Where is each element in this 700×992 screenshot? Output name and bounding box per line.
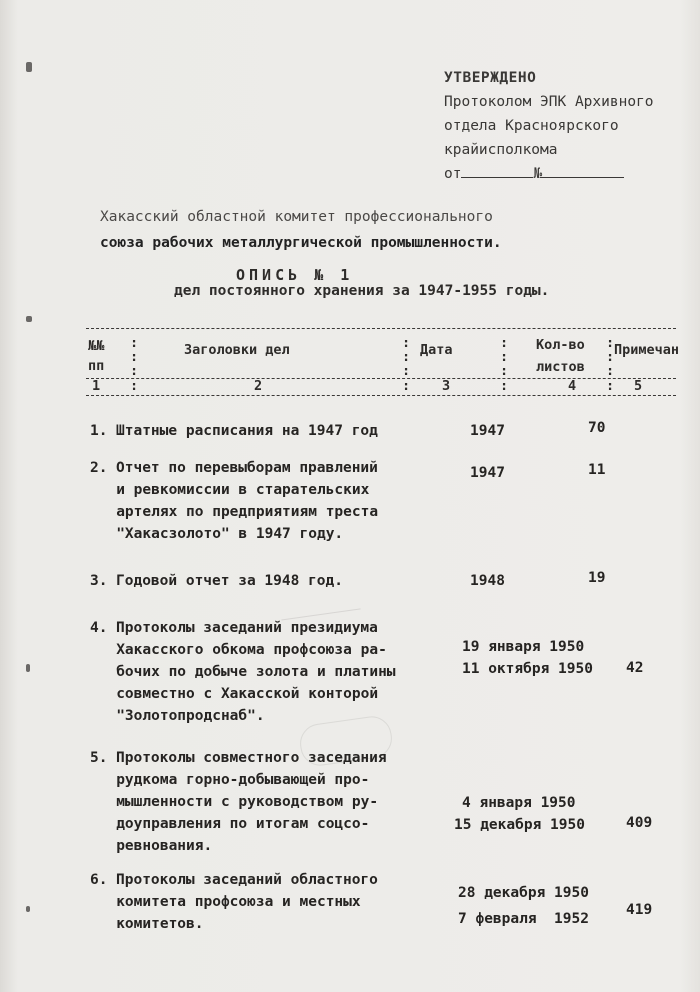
header-note: Примечан	[614, 342, 680, 358]
row-date-line: 1947	[470, 465, 505, 481]
approval-number-sign: №	[533, 166, 543, 182]
table-row-4-title	[90, 617, 396, 727]
table-row-3-count: 19	[588, 570, 606, 586]
table-row-5-date	[454, 792, 585, 836]
organization-line: Хакасский областной комитет профессионального	[100, 209, 493, 225]
row-number: 5.	[90, 750, 108, 766]
table-row-6-count: 419	[626, 902, 653, 918]
approval-line: Протоколом ЭПК Архивного	[444, 94, 654, 110]
row-date-line: 15 декабря 1950	[454, 817, 585, 833]
row-title: Годовой отчет за 1948 год.	[116, 573, 343, 589]
table-row-5-title	[90, 747, 387, 857]
row-date-line: 4 января 1950	[462, 795, 576, 811]
table-row-2-date	[470, 462, 505, 484]
row-date-line: 19 января 1950	[462, 639, 585, 655]
table-top-rule	[86, 328, 676, 329]
table-row-2-title	[90, 457, 378, 545]
column-number: 3	[442, 378, 451, 394]
organization-line: союза рабочих металлургической промышленности.	[100, 235, 502, 251]
header-title: Заголовки дел	[184, 342, 290, 358]
column-separator: : : :	[606, 335, 615, 379]
header-mid-rule	[86, 378, 676, 379]
approval-heading: УТВЕРЖДЕНО	[444, 70, 537, 86]
header-num	[88, 336, 104, 376]
column-number: 2	[254, 378, 263, 394]
column-number: 4	[568, 378, 577, 394]
row-date-line: 11 октября 1950	[462, 661, 593, 677]
table-row-5-count: 409	[626, 815, 653, 831]
binder-hole-mark	[26, 316, 32, 322]
table-row-4-count: 42	[626, 660, 644, 676]
document-title: ОПИСЬ № 1	[236, 266, 354, 284]
header-count-line: Кол-во	[536, 337, 585, 353]
date-blank	[461, 163, 533, 178]
header-count-line: листов	[536, 359, 585, 375]
approval-line: крайисполкома	[444, 142, 558, 158]
column-separator: :	[130, 378, 139, 394]
table-row-6-title	[90, 869, 378, 935]
approval-block	[444, 66, 654, 186]
row-number: 3.	[90, 573, 108, 589]
table-row-2-count: 11	[588, 462, 606, 478]
approval-line: отдела Красноярского	[444, 118, 619, 134]
column-number: 1	[92, 378, 101, 394]
row-number: 1.	[90, 423, 108, 439]
document-subtitle: дел постоянного хранения за 1947-1955 годы.	[174, 283, 550, 299]
row-title: Отчет по перевыборам правлений и ревкомиссии в старательских артелях по предприятиям треста "Хакасзолото" в 1947 году.	[116, 460, 379, 542]
row-number: 4.	[90, 620, 108, 636]
column-separator: : : :	[500, 335, 509, 379]
row-date-line: 28 декабря 1950	[458, 885, 589, 901]
table-row-3-date	[470, 570, 505, 592]
row-date-line: 7 февраля 1952	[458, 911, 589, 927]
column-separator: :	[500, 378, 509, 394]
binder-hole-mark	[26, 664, 30, 672]
row-title: Протоколы заседаний областного комитета профсоюза и местных комитетов.	[116, 872, 378, 932]
column-separator: :	[402, 378, 411, 394]
number-blank	[542, 163, 624, 178]
row-number: 6.	[90, 872, 108, 888]
row-date-line: 1947	[470, 423, 505, 439]
header-num-line: пп	[88, 358, 105, 374]
table-row-1-title	[90, 420, 378, 442]
table-row-1-date	[470, 420, 505, 442]
organization-name	[100, 204, 502, 256]
row-number: 2.	[90, 460, 108, 476]
header-num-line: №№	[88, 338, 105, 354]
column-separator: : : :	[130, 335, 139, 379]
approval-date-prefix: от	[444, 166, 462, 182]
header-bottom-rule	[86, 395, 676, 396]
column-number: 5	[634, 378, 643, 394]
header-count	[536, 334, 585, 378]
approval-date-line	[444, 162, 654, 186]
binder-hole-mark	[26, 906, 30, 912]
column-separator: : : :	[402, 335, 411, 379]
header-date: Дата	[420, 342, 453, 358]
row-title: Протоколы заседаний президиума Хакасского обкома профсоюза ра- бочих по добыче золота и платины совместно с Хакасской конторой "Золотопродснаб".	[116, 620, 396, 724]
column-separator: :	[606, 378, 615, 394]
row-date-line: 1948	[470, 573, 505, 589]
table-row-1-count: 70	[588, 420, 606, 436]
table-row-6-date	[458, 880, 589, 932]
row-title: Протоколы совместного заседания рудкома горно-добывающей про- мышленности с руководством ру- доуправления по итогам соцсо- ревнования.	[116, 750, 387, 854]
table-row-3-title	[90, 570, 343, 592]
row-title: Штатные расписания на 1947 год	[116, 423, 378, 439]
table-row-4-date	[462, 636, 593, 680]
binder-hole-mark	[26, 62, 32, 72]
